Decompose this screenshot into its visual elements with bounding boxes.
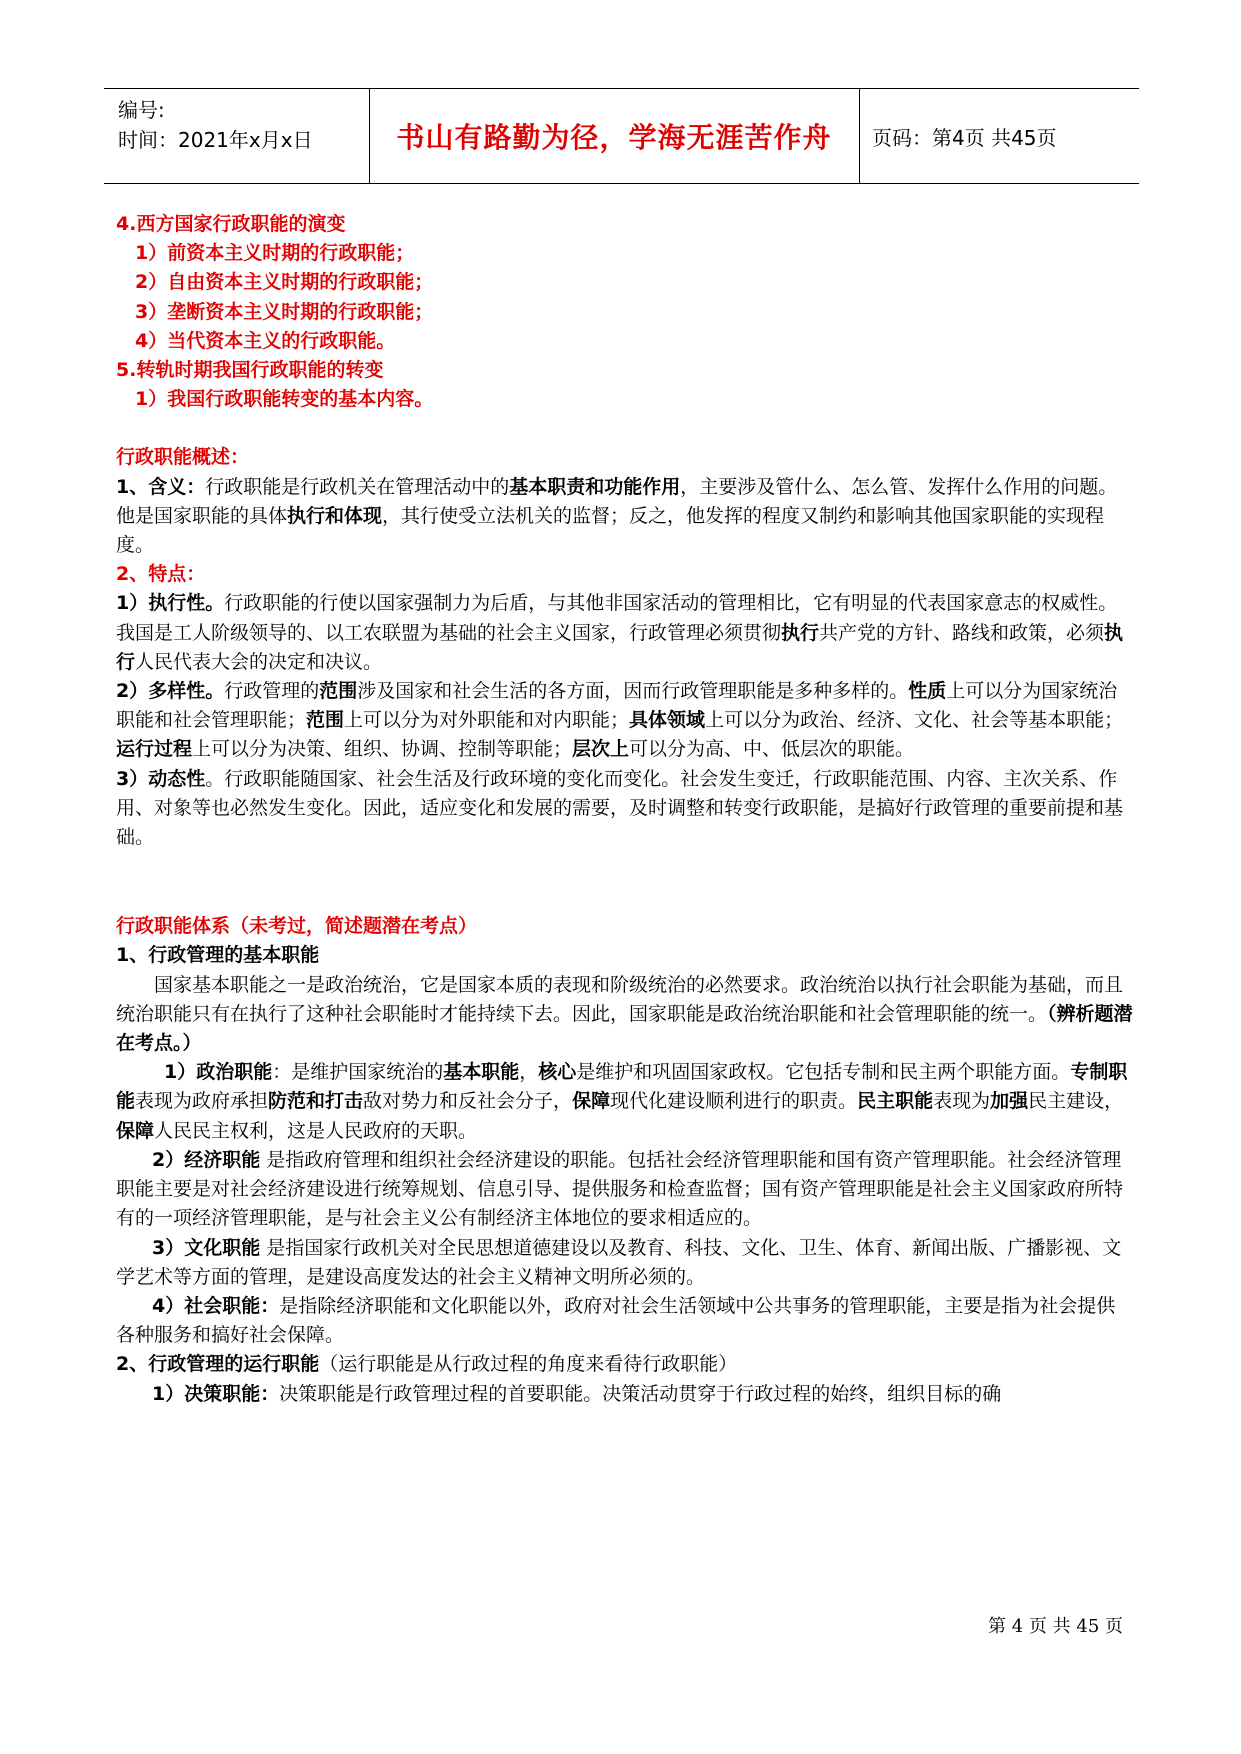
- page-footer: 第 4 页 共 45 页: [988, 1616, 1123, 1637]
- subheading-operating-functions: 2、行政管理的运行职能（运行职能是从行政过程的角度来看待行政职能）: [116, 1353, 738, 1376]
- list-item: 3）垄断资本主义时期的行政职能；: [135, 300, 434, 323]
- header-motto: 书山有路勤为径，学海无涯苦作舟: [396, 121, 832, 154]
- section-title-system: 行政职能体系（未考过，简述题潜在考点）: [116, 915, 478, 938]
- list-item: 1）我国行政职能转变的基本内容。: [135, 388, 434, 411]
- paragraph-definition: 1、含义：行政职能是行政机关在管理活动中的基本职责和功能作用，主要涉及管什么、怎么管、发挥什么作用的问题。他是国家职能的具体执行和体现，其行使受立法机关的监督；反之，他发挥的程度又制约和影响其他国家职能的实现程度。: [116, 475, 1118, 557]
- paragraph-political: 1）政治职能：是维护国家统治的基本职能，核心是维护和巩固国家政权。它包括专制和民主两个职能方面。专制职能表现为政府承担防范和打击敌对势力和反社会分子，保障现代化建设顺利进行的职责。民主职能表现为加强民主建设，保障人民民主权利，这是人民政府的天职。: [116, 1061, 1128, 1142]
- section-title-overview: 行政职能概述：: [116, 446, 250, 469]
- page-header: [104, 88, 1139, 184]
- paragraph-decision: 1）决策职能：决策职能是行政管理过程的首要职能。决策活动贯穿于行政过程的始终，组织目标的确: [152, 1382, 1002, 1405]
- subheading-basic-functions: 1、行政管理的基本职能: [116, 944, 320, 967]
- paragraph-social: 4）社会职能：是指除经济职能和文化职能以外，政府对社会生活领域中公共事务的管理职能，主要是指为社会提供各种服务和搞好社会保障。: [116, 1294, 1116, 1347]
- document-body: [116, 210, 1134, 1409]
- time-label: 时间：2021年x月x日: [118, 128, 313, 152]
- paragraph-feature-2: 2）多样性。行政管理的范围涉及国家和社会生活的各方面，因而行政管理职能是多种多样的。性质上可以分为国家统治职能和社会管理职能；范围上可以分为对外职能和对内职能；具体领域上可以分为政治、经济、文化、社会等基本职能；运行过程上可以分为决策、组织、协调、控制等职能；层次上可以分为高、中、低层次的职能。: [116, 680, 1124, 761]
- list-item: 1）前资本主义时期的行政职能；: [135, 242, 415, 265]
- divider: [859, 89, 860, 183]
- paragraph-economic: 2）经济职能 是指政府管理和组织社会经济建设的职能。包括社会经济管理职能和国有资产管理职能。社会经济管理职能主要是对社会经济建设进行统筹规划、信息引导、提供服务和检查监督；国有资产管理职能是社会主义国家政府所特有的一项经济管理职能，是与社会主义公有制经济主体地位的要求相适应的。: [116, 1148, 1124, 1230]
- number-label: 编号:: [118, 98, 165, 122]
- paragraph-basic: 国家基本职能之一是政治统治，它是国家本质的表现和阶级统治的必然要求。政治统治以执行社会职能为基础，而且统治职能只有在执行了这种社会职能时才能持续下去。因此，国家职能是政治统治职能和社会管理职能的统一。（辨析题潜在考点。）: [116, 973, 1133, 1055]
- paragraph-feature-3: 3）动态性。行政职能随国家、社会生活及行政环境的变化而变化。社会发生变迁，行政职能范围、内容、主次关系、作用、对象等也必然发生变化。因此，适应变化和发展的需要，及时调整和转变行政职能，是搞好行政管理的重要前提和基础。: [116, 767, 1124, 849]
- heading-5: 5.转轨时期我国行政职能的转变: [116, 359, 384, 382]
- header-page-label: 页码：第4页 共45页: [872, 125, 1057, 150]
- paragraph-cultural: 3）文化职能 是指国家行政机关对全民思想道德建设以及教育、科技、文化、卫生、体育、新闻出版、广播影视、文学艺术等方面的管理，是建设高度发达的社会主义精神文明所必须的。: [116, 1236, 1122, 1288]
- heading-4: 4.西方国家行政职能的演变: [116, 213, 346, 235]
- header-meta: [118, 95, 363, 155]
- list-item: 4）当代资本主义的行政职能。: [135, 329, 396, 352]
- section-title-features: 2、特点：: [116, 563, 206, 586]
- list-item: 2）自由资本主义时期的行政职能；: [135, 271, 434, 294]
- paragraph-feature-1: 1）执行性。行政职能的行使以国家强制力为后盾，与其他非国家活动的管理相比，它有明显的代表国家意志的权威性。我国是工人阶级领导的、以工农联盟为基础的社会主义国家，行政管理必须贯彻执行共产党的方针、路线和政策，必须执行人民代表大会的决定和决议。: [116, 592, 1124, 673]
